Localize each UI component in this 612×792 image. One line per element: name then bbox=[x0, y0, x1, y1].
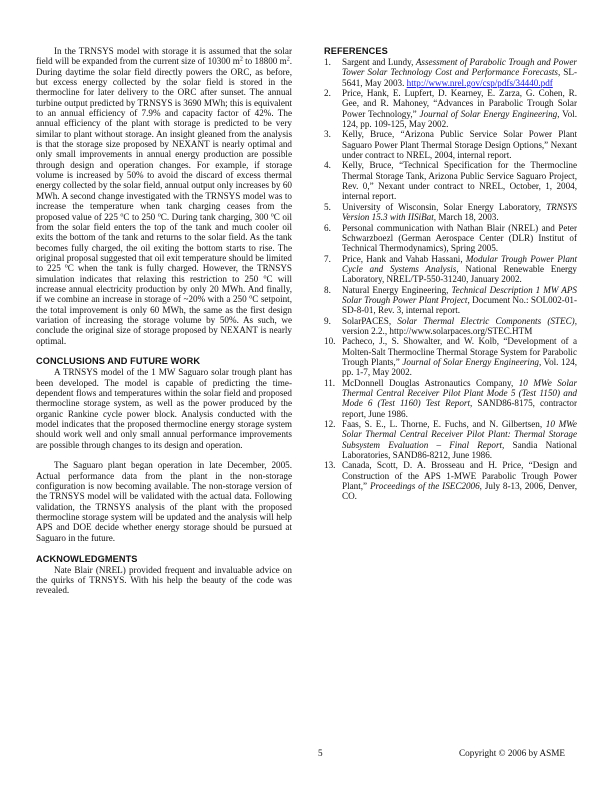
degree-symbol: o bbox=[249, 294, 253, 301]
reference-item bbox=[324, 202, 577, 223]
text-run: Document No.: SOL002-01-SD-8-01, Rev. 3, internal report. bbox=[342, 294, 578, 316]
degree-symbol: o bbox=[157, 212, 161, 218]
text-run: Kelly, Bruce, “Technical Specification for the Thermocline Thermal Storage Tank, Arizona Public Service Saguaro Project, Rev. 0,” Nexant under contract to NREL, October, 1, 2004, internal report. bbox=[342, 160, 577, 202]
reference-number: 2. bbox=[324, 88, 331, 99]
text-run: SolarPACES, bbox=[342, 315, 398, 326]
reference-number: 12. bbox=[324, 419, 336, 430]
conclusions-paragraph-2: The Saguaro plant began operation in late December, 2005. Actual performance data from the plant in the non-storage configuration is now becoming available. The non-storage version of the TRNSYS model will be validated with the actual data. Following validation, the TRNSYS analysis of the plant with the proposed thermocline storage system will be updated and the analysis will help APS and DOE decide whether energy storage should be pursued at Saguaro in the future. bbox=[36, 460, 292, 543]
reference-item bbox=[324, 316, 577, 337]
reference-number: 8. bbox=[324, 284, 331, 295]
references-heading: REFERENCES bbox=[324, 46, 388, 56]
italic-title: Proceedings of the ISEC2006 bbox=[369, 481, 480, 492]
reference-item bbox=[324, 285, 577, 316]
text-run: March 18, 2003. bbox=[436, 212, 499, 223]
reference-number: 1. bbox=[324, 57, 331, 67]
reference-item bbox=[324, 57, 577, 88]
reference-number: 10. bbox=[324, 336, 336, 347]
reference-item bbox=[324, 88, 577, 129]
reference-item bbox=[324, 160, 577, 201]
text-run: National Renewable Energy Laboratory, NREL/TP-550-31240, January 2002. bbox=[342, 263, 577, 285]
reference-item bbox=[324, 378, 577, 419]
reference-number: 5. bbox=[324, 201, 331, 212]
spacer bbox=[36, 346, 292, 356]
copyright-notice: Copyright © 2006 by ASME bbox=[459, 748, 566, 758]
italic-title: Journal of Solar Energy Engineering bbox=[419, 108, 558, 119]
text-run: In the TRNSYS model with storage it is assumed that the solar field will be expanded from the current size of 10300 m bbox=[36, 46, 292, 67]
text-run: Natural Energy Engineering, bbox=[342, 284, 452, 295]
text-run: , SL-5641, May 2003. bbox=[342, 67, 577, 88]
spacer bbox=[36, 450, 292, 460]
reference-link[interactable]: http://www.nrel.gov/csp/pdfs/34440.pdf bbox=[406, 77, 553, 88]
reference-item bbox=[324, 460, 577, 501]
reference-number: 4. bbox=[324, 160, 331, 171]
text-run: C oil from the solar field enters the top of the tank and much cooler oil exits the bottom of the tank and returns to the solar field. As the tank becomes fully charged, the oil exiting the bottom starts to rise. The original proposal suggested that oil exit temperature should be limited to 225 bbox=[36, 211, 292, 274]
italic-title: 10 MWe Solar Thermal Central Receiver Pilot Plant Mode 5 (Test 1150) and Mode 6 (Test 1160) Test Report bbox=[342, 377, 577, 409]
text-run: Personal communication with Nathan Blair (NREL) and Peter Schwarzboezl (German Aerospace Center (DLR) Institut of Technical Thermodynamics), Spring 2005. bbox=[342, 222, 577, 254]
text-run: Canada, Scott, D. A. Brosseau and H. Price, “Design and Construction of the APS 1-MWE Parabolic Trough Power Plant,” bbox=[342, 460, 577, 492]
italic-title: Journal of Solar Energy Engineering bbox=[402, 356, 539, 367]
text-run: , Vol. 124, pp. 109-125, May 2002. bbox=[342, 108, 577, 130]
text-run: C to 250 bbox=[123, 211, 158, 222]
text-run: Sargent and Lundy, bbox=[342, 57, 416, 67]
text-run: Faas, S. E., L. Thorne, E. Fuchs, and N. Gilbertsen, bbox=[342, 419, 546, 430]
italic-title: Technical Description 1 MW APS Solar Trough Power Plant Project, bbox=[342, 284, 577, 305]
reference-item bbox=[324, 254, 577, 285]
degree-symbol: o bbox=[120, 212, 124, 218]
text-run: . During daytime the solar field directly powers the ORC, as before, but excess energy collected by the solar field is stored in the thermocline for later delivery to the ORC after sunset. The annual turbine output predicted by TRNSYS is 3690 MWh; this is equivalent to an annual efficiency of 7.9% and capacity factor of 42%. The annual efficiency of the plant with storage is predicted to be very similar to plant without storage. An insight gleaned from the analysis is that the storage size proposed by NEXANT is nearly optimal and only small improvements in annual energy production are possible through design and operation changes. For example, if storage volume is increased by 50% to avoid the discard of excess thermal energy collected by the solar field, annual output only increases by 60 MWh. A second change investigated with the TRNSYS model was to increase the temperature when tank charging ceases from the proposed value of 225 bbox=[36, 56, 292, 222]
reference-number: 7. bbox=[324, 253, 331, 264]
text-run: University of Wisconsin, Solar Energy Laboratory, bbox=[342, 201, 547, 212]
text-run: , SAND86-8175, contractor report, June 1986. bbox=[342, 398, 577, 419]
italic-title: Assessment of Parabolic Trough and Power Tower Solar Technology Cost and Performance Forecasts bbox=[342, 57, 577, 78]
acknowledgments-heading: ACKNOWLEDGMENTS bbox=[36, 553, 138, 564]
text-run: C will increase annual electricity production by only 20 MWh. And finally, if we combine an increase in storage of ~20% with a 250 bbox=[36, 273, 292, 305]
reference-number: 9. bbox=[324, 315, 331, 326]
left-column bbox=[36, 46, 292, 596]
italic-title: 10 MWe Solar Thermal Central Receiver Pilot Plant: Thermal Storage Subsystem Evaluation – Final Report, bbox=[342, 419, 577, 450]
text-run: Price, Hank and Vahab Hassani, bbox=[342, 253, 466, 264]
text-run: C. During tank charging, 300 bbox=[160, 211, 271, 222]
reference-item bbox=[324, 223, 577, 254]
reference-item bbox=[324, 336, 577, 377]
italic-title: TRNSYS Version 15.3 with IISiBat, bbox=[342, 201, 577, 223]
acknowledgments-paragraph: Nate Blair (NREL) provided frequent and invaluable advice on the quirks of TRNSYS. With his help the beauty of the code was revealed. bbox=[36, 564, 292, 596]
reference-number: 11. bbox=[324, 377, 336, 388]
reference-item bbox=[324, 419, 577, 460]
text-run: Sandia National Laboratories, SAND86-8212, June 1986. bbox=[342, 439, 577, 461]
conclusions-heading: CONCLUSIONS AND FUTURE WORK bbox=[36, 356, 201, 367]
conclusions-paragraph-1: A TRNSYS model of the 1 MW Saguaro solar trough plant has been developed. The model is capable of predicting the time-dependent flows and temperatures within the solar field and proposed thermocline storage system, as well as the power produced by the organic Rankine cycle power block. Analysis conducted with the model indicates that the proposed thermocline energy storage system should work well and only small annual performance improvements are possible through changes to its design and operation. bbox=[36, 367, 292, 450]
superscript: 2 bbox=[239, 56, 243, 63]
text-run: Pacheco, J., S. Showalter, and W. Kolb, “Development of a Molten-Salt Thermocline Thermal Storage System for Parabolic Trough Plants,” bbox=[342, 336, 577, 367]
right-column bbox=[324, 46, 577, 502]
text-run: , July 8-13, 2006, Denver, CO. bbox=[342, 481, 578, 502]
text-run: McDonnell Douglas Astronautics Company, bbox=[342, 377, 519, 388]
reference-number: 3. bbox=[324, 129, 331, 140]
text-run: version 2.2., http://www.solarpaces.org/STEC.HTM bbox=[342, 325, 533, 336]
text-run: C when the tank is fully charged. However, the TRNSYS simulation indicates that relaxing this restriction to 250 bbox=[36, 263, 292, 284]
reference-number: 13. bbox=[324, 460, 336, 471]
text-run: , Vol. 124, pp. 1-7, May 2002. bbox=[342, 356, 577, 378]
spacer bbox=[36, 543, 292, 553]
storage-analysis-paragraph bbox=[36, 46, 292, 346]
degree-symbol: o bbox=[263, 274, 267, 281]
italic-title: Solar Thermal Electric Components (STEC), bbox=[397, 315, 577, 326]
degree-symbol: o bbox=[270, 212, 274, 218]
reference-item bbox=[324, 129, 577, 160]
page-number: 5 bbox=[318, 748, 323, 758]
text-run: C setpoint, the total improvement is only 60 MWh, the same as the first design variation of increasing the storage volume by 50%. As such, we conclude the original size of storage proposed by NEXANT is nearly optimal. bbox=[36, 294, 292, 346]
text-run: Price, Hank, E. Lupfert, D. Kearney, E. Zarza, G. Cohen, R. Gee, and R. Mahoney, “Advances in Parabolic Trough Solar Power Technology,” bbox=[342, 88, 577, 119]
italic-title: Modular Trough Power Plant Cycle and Systems Analysis, bbox=[342, 253, 577, 274]
references-list bbox=[324, 57, 577, 502]
text-run: to 18800 m bbox=[242, 56, 287, 67]
degree-symbol: o bbox=[64, 263, 68, 270]
superscript: 2 bbox=[286, 56, 290, 63]
text-run: Kelly, Bruce, “Arizona Public Service Solar Power Plant Saguaro Power Plant Thermal Storage Design Options,” Nexant under contract to NREL, 2004, internal report. bbox=[342, 129, 577, 161]
reference-number: 6. bbox=[324, 222, 331, 233]
